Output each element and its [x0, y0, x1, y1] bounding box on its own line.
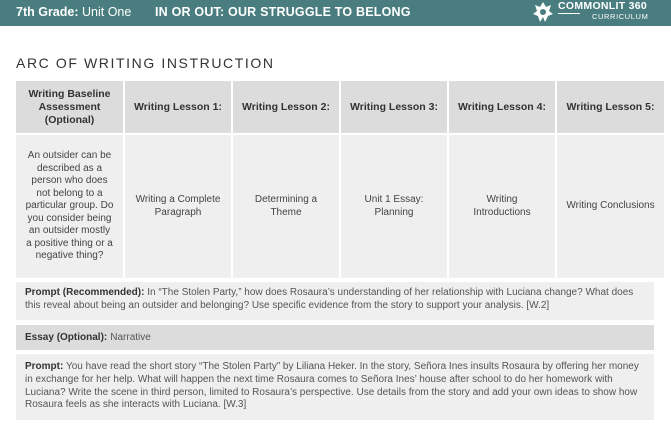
essay-prompt: [16, 354, 654, 420]
essay-label: Essay (Optional):: [25, 332, 108, 343]
logo-brand: COMMONLIT 360: [558, 0, 648, 12]
recommended-prompt-text: In “The Stolen Party,” how does Rosaura’s understanding of her relationship with Luciana change? What does this reveal about being an outsider and belonging? Use specific evidence from the story to support your analysis. [W.2]: [25, 287, 634, 311]
table-header-baseline: Writing Baseline Assessment (Optional): [16, 81, 123, 133]
logo-divider: [558, 13, 580, 14]
essay-prompt-label: Prompt:: [25, 361, 64, 372]
top-bar: [0, 0, 671, 26]
unit-title: IN OR OUT: OUR STRUGGLE TO BELONG: [155, 5, 411, 19]
logo-subtitle: CURRICULUM: [592, 12, 649, 21]
grade-label: 7th Grade:: [16, 5, 79, 19]
table-cell-lesson-2: Determining a Theme: [233, 135, 339, 278]
table-header-lesson-4: Writing Lesson 4:: [449, 81, 555, 133]
table-cell-lesson-4: Writing Introductions: [449, 135, 555, 278]
recommended-prompt: [16, 282, 654, 320]
table-header-lesson-5: Writing Lesson 5:: [557, 81, 664, 133]
table-cell-lesson-1: Writing a Complete Paragraph: [125, 135, 231, 278]
table-cell-lesson-3: Unit 1 Essay: Planning: [341, 135, 447, 278]
section-title: ARC OF WRITING INSTRUCTION: [16, 55, 275, 71]
unit-label: Unit One: [82, 5, 132, 19]
recommended-prompt-label: Prompt (Recommended):: [25, 287, 145, 298]
grade-unit: [16, 5, 131, 19]
table-header-lesson-2: Writing Lesson 2:: [233, 81, 339, 133]
table-header-lesson-1: Writing Lesson 1:: [125, 81, 231, 133]
table-cell-baseline: An outsider can be described as a person who does not belong to a particular group. Do you consider being an outsider mostly a positive thing or a negative thing?: [16, 135, 123, 278]
essay-type-bar: [16, 325, 654, 350]
commonlit-logo-icon: [532, 0, 554, 24]
writing-arc-table: [16, 81, 654, 278]
table-cell-lesson-5: Writing Conclusions: [557, 135, 664, 278]
table-header-lesson-3: Writing Lesson 3:: [341, 81, 447, 133]
essay-prompt-text: You have read the short story “The Stolen Party” by Liliana Heker. In the story, Señora Ines insults Rosaura by offering her money in exchange for her help. What will happen the next time Rosaura comes to Señora Ines’ house after school to do her homework with Luciana? Write the scene in third person, limited to Rosaura’s perspective. Use details from the story and add your own ideas to show how Rosaura feels as she interacts with Luciana. [W.3]: [25, 361, 639, 411]
logo: [530, 0, 671, 26]
essay-value: Narrative: [110, 332, 151, 343]
